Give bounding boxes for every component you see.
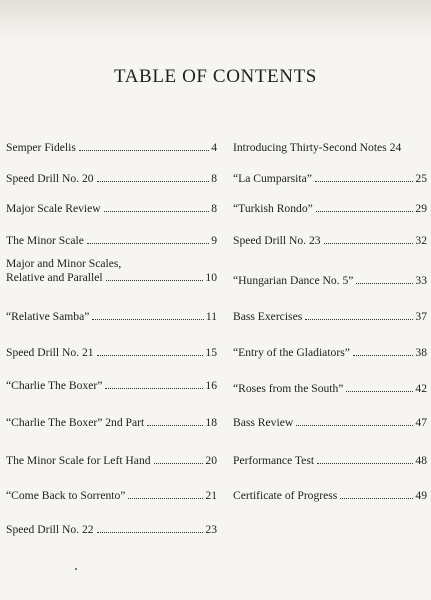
toc-entry-title: “Charlie The Boxer” 2nd Part	[6, 416, 145, 429]
toc-entry-page: 10	[205, 271, 217, 284]
toc-entry-page: 4	[211, 141, 217, 154]
toc-entry-page: 9	[211, 234, 217, 247]
toc-entry-page: 37	[415, 310, 427, 323]
dot-leader	[340, 497, 413, 499]
toc-entry-page: 16	[205, 379, 217, 392]
dot-leader	[305, 318, 413, 320]
toc-entry-title: Bass Review	[233, 416, 294, 429]
toc-entry[interactable]	[6, 416, 217, 430]
dot-leader	[104, 210, 210, 212]
toc-entry[interactable]	[233, 416, 427, 430]
toc-entry[interactable]	[6, 346, 217, 360]
toc-entry-title: Major Scale Review	[6, 202, 101, 215]
toc-entry-page: 21	[205, 489, 217, 502]
toc-entry-title: Introducing Thirty-Second Notes	[233, 141, 387, 154]
toc-entry-title: “Come Back to Sorrento”	[6, 489, 126, 502]
toc-entry-title: Bass Exercises	[233, 310, 303, 323]
dot-leader	[154, 462, 204, 464]
toc-entry[interactable]	[233, 234, 427, 248]
dot-leader	[324, 242, 414, 244]
toc-entry-title: “Entry of the Gladiators”	[233, 346, 350, 359]
toc-entry-title: “Turkish Rondo”	[233, 202, 313, 215]
dot-leader	[105, 387, 203, 389]
toc-entry-title-line1: Major and Minor Scales,	[6, 257, 122, 270]
dot-leader	[79, 149, 209, 151]
page-title: TABLE OF CONTENTS	[114, 66, 317, 87]
toc-entry-page: 47	[415, 416, 427, 429]
dot-leader	[356, 282, 413, 284]
toc-entry-page: 33	[415, 274, 427, 287]
toc-entry[interactable]	[6, 234, 217, 248]
toc-entry-title: Relative and Parallel	[6, 271, 103, 284]
dot-leader	[106, 279, 204, 281]
toc-entry[interactable]	[6, 523, 217, 537]
toc-entry-title: Speed Drill No. 21	[6, 346, 94, 359]
dot-leader	[87, 242, 209, 244]
toc-entry[interactable]	[233, 141, 427, 155]
toc-entry-title: Speed Drill No. 20	[6, 172, 94, 185]
toc-entry[interactable]	[6, 454, 217, 468]
toc-entry-title: Performance Test	[233, 454, 315, 467]
toc-entry-page: 48	[415, 454, 427, 467]
toc-entry-page: 49	[415, 489, 427, 502]
toc-entry-title: Speed Drill No. 22	[6, 523, 94, 536]
toc-entry-page: 25	[415, 172, 427, 185]
toc-entry[interactable]	[233, 172, 427, 186]
dot-leader	[317, 462, 413, 464]
toc-entry[interactable]	[233, 454, 427, 468]
toc-entry-title: “Charlie The Boxer”	[6, 379, 103, 392]
toc-entry-page: 20	[205, 454, 217, 467]
toc-entry-page: 18	[205, 416, 217, 429]
dot-leader	[346, 390, 413, 392]
dot-leader	[97, 354, 204, 356]
toc-entry-title: The Minor Scale	[6, 234, 84, 247]
toc-entry-page: 38	[415, 346, 427, 359]
toc-entry-title: “Relative Samba”	[6, 310, 90, 323]
toc-entry-page: 32	[415, 234, 427, 247]
toc-entry-page: 11	[205, 310, 217, 323]
dot-leader	[97, 531, 204, 533]
toc-entry-title: Certificate of Progress	[233, 489, 338, 502]
page-top-shading	[0, 0, 431, 40]
dot-leader	[315, 180, 414, 182]
toc-entry-page: 29	[415, 202, 427, 215]
dot-leader	[128, 497, 203, 499]
toc-entry-title: “Hungarian Dance No. 5”	[233, 274, 354, 287]
print-speck	[75, 568, 77, 570]
toc-entry[interactable]	[233, 489, 427, 503]
toc-entry[interactable]	[233, 310, 427, 324]
toc-entry[interactable]	[6, 489, 217, 503]
toc-entry[interactable]	[233, 382, 427, 396]
dot-leader	[97, 180, 210, 182]
toc-entry-page: 15	[205, 346, 217, 359]
toc-entry-title: The Minor Scale for Left Hand	[6, 454, 151, 467]
dot-leader	[92, 318, 203, 320]
toc-entry[interactable]	[6, 202, 217, 216]
toc-entry-page: 24	[389, 141, 402, 154]
toc-entry-page: 23	[205, 523, 217, 536]
toc-entry-title: Semper Fidelis	[6, 141, 76, 154]
dot-leader	[296, 424, 413, 426]
toc-entry-title: “Roses from the South”	[233, 382, 344, 395]
toc-entry[interactable]	[6, 257, 217, 285]
dot-leader	[147, 424, 203, 426]
toc-entry[interactable]	[6, 172, 217, 186]
dot-leader	[353, 354, 414, 356]
toc-entry-page: 8	[211, 172, 217, 185]
toc-entry[interactable]	[6, 141, 217, 155]
toc-entry-page: 42	[415, 382, 427, 395]
toc-entry[interactable]	[233, 274, 427, 288]
toc-entry-title: Speed Drill No. 23	[233, 234, 321, 247]
toc-entry[interactable]	[6, 310, 217, 324]
toc-entry-title: “La Cumparsita”	[233, 172, 312, 185]
toc-entry[interactable]	[233, 202, 427, 216]
toc-entry-page: 8	[211, 202, 217, 215]
dot-leader	[316, 210, 414, 212]
toc-entry[interactable]	[6, 379, 217, 393]
toc-entry[interactable]	[233, 346, 427, 360]
